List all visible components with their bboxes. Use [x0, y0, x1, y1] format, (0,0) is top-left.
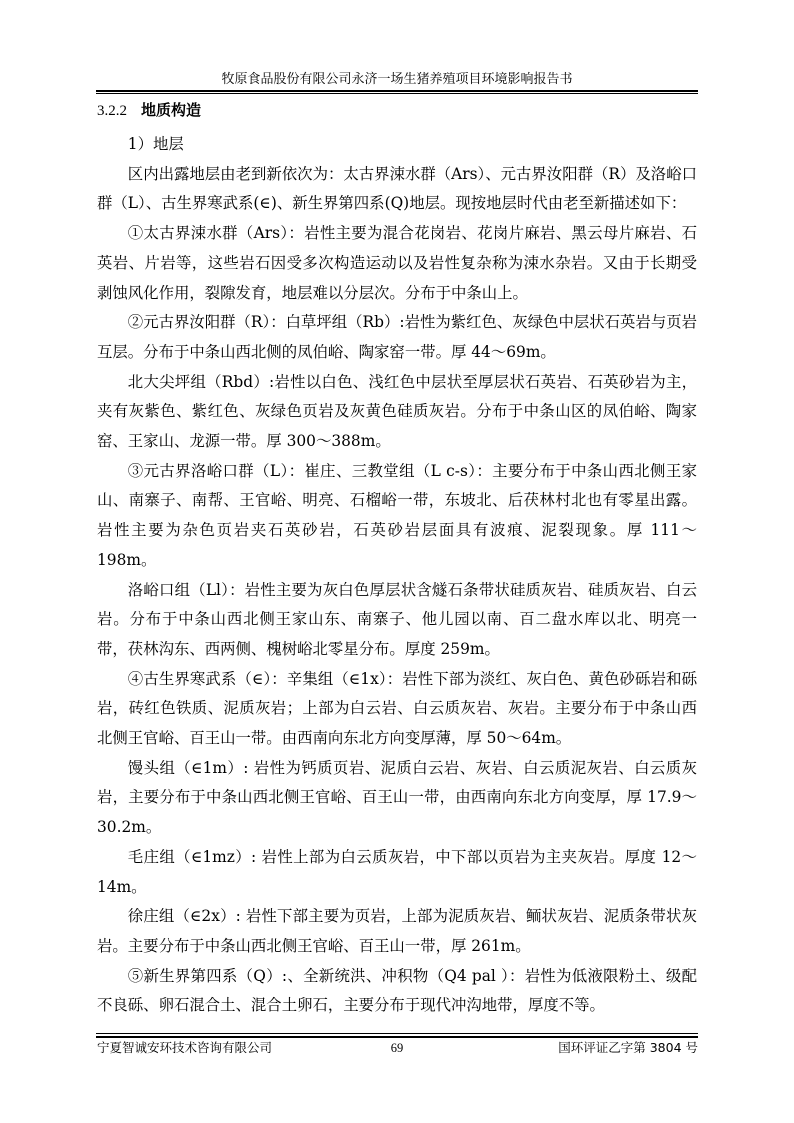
paragraph: 毛庄组（∈1mz）: 岩性上部为白云质灰岩，中下部以页岩为主夹灰岩。厚度 12～14m。: [97, 847, 697, 896]
footer-page-number: 69: [390, 1041, 404, 1055]
paragraph: 馒头组（∈1m）: 岩性为钙质页岩、泥质白云岩、灰岩、白云质泥灰岩、白云质灰岩，主要分布于中条山西北侧王官峪、百王山一带，由西南向东北方向变厚，厚 17.9～30.2m。: [97, 758, 697, 837]
section-heading: [97, 100, 201, 121]
header-rule-thick: [96, 90, 698, 92]
footer-company: 宁夏智诚安环技术咨询有限公司: [97, 1040, 273, 1055]
body-text: [97, 130, 697, 1021]
paragraph: ⑤新生界第四系（Q）:、全新统洪、冲积物（Q4 pal ）：岩性为低液限粉土、级配不良砾、卵石混合土、混合土卵石，主要分布于现代冲沟地带，厚度不等。: [97, 966, 697, 1015]
section-title: 地质构造: [141, 101, 202, 119]
paragraph: ④古生界寒武系（∈）：辛集组（∈1x）：岩性下部为淡红、灰白色、黄色砂砾岩和砾岩，砖红色铁质、泥质灰岩；上部为白云岩、白云质灰岩、灰岩。主要分布于中条山西北侧王官峪、百王山一带。由西南向东北方向变厚薄，厚 50～64m。: [97, 669, 697, 748]
footer-certificate: 国环评证乙字第 3804 号: [558, 1040, 698, 1055]
document-header-title: 牧原食品股份有限公司永济一场生猪养殖项目环境影响报告书: [221, 72, 573, 87]
footer-rule-thick: [96, 1036, 698, 1038]
paragraph: 北大尖坪组（Rbd）:岩性以白色、浅红色中层状至厚层状石英岩、石英砂岩为主，夹有灰紫色、紫红色、灰绿色页岩及灰黄色硅质灰岩。分布于中条山区的凤伯峪、陶家窑、王家山、龙源一带。厚 300～388m。: [97, 372, 697, 451]
paragraph-subheading: 1）地层: [127, 135, 184, 153]
header-rule-thin: [96, 93, 698, 94]
paragraph: 洛峪口组（Ll）：岩性主要为灰白色厚层状含燧石条带状硅质灰岩、硅质灰岩、白云岩。分布于中条山西北侧王家山东、南寨子、他儿园以南、百二盘水库以北、明亮一带，茯林沟东、西两侧、槐树峪北零星分布。厚度 259m。: [97, 580, 697, 658]
paragraph: 徐庄组（∈2x）: 岩性下部主要为页岩，上部为泥质灰岩、鲕状灰岩、泥质条带状灰岩。主要分布于中条山西北侧王官峪、百王山一带，厚 261m。: [97, 907, 697, 955]
paragraph: ③元古界洛峪口群（L）：崔庄、三教堂组（L c-s）：主要分布于中条山西北侧王家山、南寨子、南帮、王官峪、明亮、石榴峪一带，东坡北、后茯林村北也有零星出露。岩性主要为杂色页岩夹石英砂岩，石英砂岩层面具有波痕、泥裂现象。厚 111～198m。: [97, 461, 697, 569]
paragraph: 区内出露地层由老到新依次为：太古界涑水群（Ars）、元古界汝阳群（R）及洛峪口群（L）、古生界寒武系(∈)、新生界第四系(Q)地层。现按地层时代由老至新描述如下：: [97, 164, 697, 213]
paragraph: ①太古界涑水群（Ars）：岩性主要为混合花岗岩、花岗片麻岩、黑云母片麻岩、石英岩、片岩等，这些岩石因受多次构造运动以及岩性复杂称为涑水杂岩。又由于长期受剥蚀风化作用，裂隙发育，地层难以分层次。分布于中条山上。: [97, 224, 697, 302]
footer-rule-thin: [96, 1033, 698, 1034]
section-number: 3.2.2: [97, 103, 127, 119]
paragraph: ②元古界汝阳群（R）：白草坪组（Rb）:岩性为紫红色、灰绿色中层状石英岩与页岩互层。分布于中条山西北侧的凤伯峪、陶家窑一带。厚 44～69m。: [97, 313, 697, 361]
